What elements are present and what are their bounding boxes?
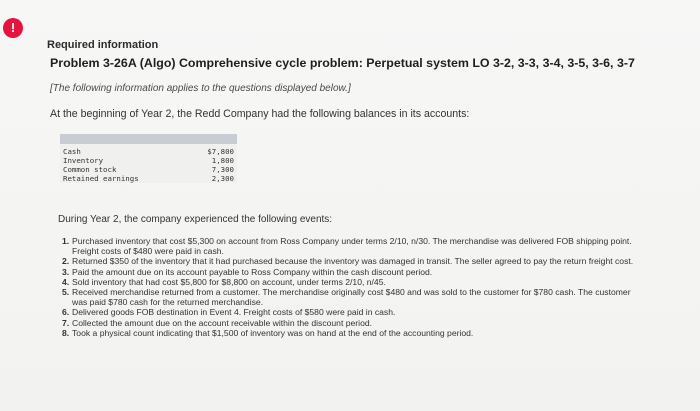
events-intro: During Year 2, the company experienced the following events: (58, 214, 333, 225)
balance-account: Retained earnings (63, 174, 139, 183)
event-text: Collected the amount due on the account receivable within the discount period. (72, 317, 373, 328)
event-text: Sold inventory that had cost $5,800 for $8,800 on account, under terms 2/10, n/45. (72, 276, 386, 287)
event-text: Delivered goods FOB destination in Event 4. Freight costs of $580 were paid in cash. (72, 307, 396, 318)
balance-row (60, 156, 237, 165)
event-text: Received merchandise returned from a customer. The merchandise originally cost $480 and was sold to the customer for $780 cash. The customer was paid $780 cash for the returned merchandise. (72, 287, 631, 308)
event-number: 5. (62, 287, 70, 298)
required-information-label: Required information (47, 39, 159, 51)
applies-note: [The following information applies to the questions displayed below.] (50, 83, 351, 94)
event-text: Took a physical count indicating that $1,500 of inventory was on hand at the end of the accounting period. (72, 327, 474, 338)
balance-row (60, 147, 237, 156)
event-item (62, 318, 642, 328)
event-item (62, 256, 642, 266)
balances-table-body (60, 144, 237, 183)
event-number: 1. (62, 236, 70, 246)
event-text: Paid the amount due on its account payable to Ross Company within the cash discount period. (72, 266, 433, 277)
balance-row (60, 174, 237, 183)
event-item (62, 277, 642, 287)
balance-amount: 7,300 (211, 165, 234, 174)
balances-table (60, 134, 237, 183)
event-item (62, 307, 642, 317)
event-item (62, 287, 642, 307)
balance-amount: 2,300 (211, 174, 234, 183)
balance-account: Cash (63, 147, 81, 156)
event-number: 4. (62, 276, 70, 287)
problem-title: Problem 3-26A (Algo) Comprehensive cycle problem: Perpetual system LO 3-2, 3-3, 3-4, 3-5, 3-6, 3-7 (50, 56, 635, 70)
event-number: 3. (62, 266, 70, 277)
event-text: Returned $350 of the inventory that it had purchased because the inventory was damaged in transit. The seller agreed to pay the return freight cost. (72, 256, 634, 267)
balance-amount: 1,800 (211, 156, 234, 165)
event-item (62, 328, 642, 338)
event-text: Purchased inventory that cost $5,300 on account from Ross Company under terms 2/10, n/30. The merchandise was delivered FOB shipping point. Freight costs of $480 were paid in cash. (72, 236, 632, 257)
event-item (62, 267, 642, 277)
event-number: 8. (62, 327, 70, 338)
balances-table-header (60, 134, 237, 144)
event-number: 7. (62, 317, 70, 328)
events-list (62, 236, 642, 338)
intro-text: At the beginning of Year 2, the Redd Company had the following balances in its accounts: (50, 108, 470, 120)
balance-row (60, 165, 237, 174)
balance-account: Common stock (63, 165, 117, 174)
event-number: 6. (62, 307, 70, 318)
balance-account: Inventory (63, 156, 104, 165)
alert-icon: ! (3, 18, 23, 38)
balance-amount: $7,800 (207, 147, 234, 156)
event-item (62, 236, 642, 256)
event-number: 2. (62, 256, 70, 267)
